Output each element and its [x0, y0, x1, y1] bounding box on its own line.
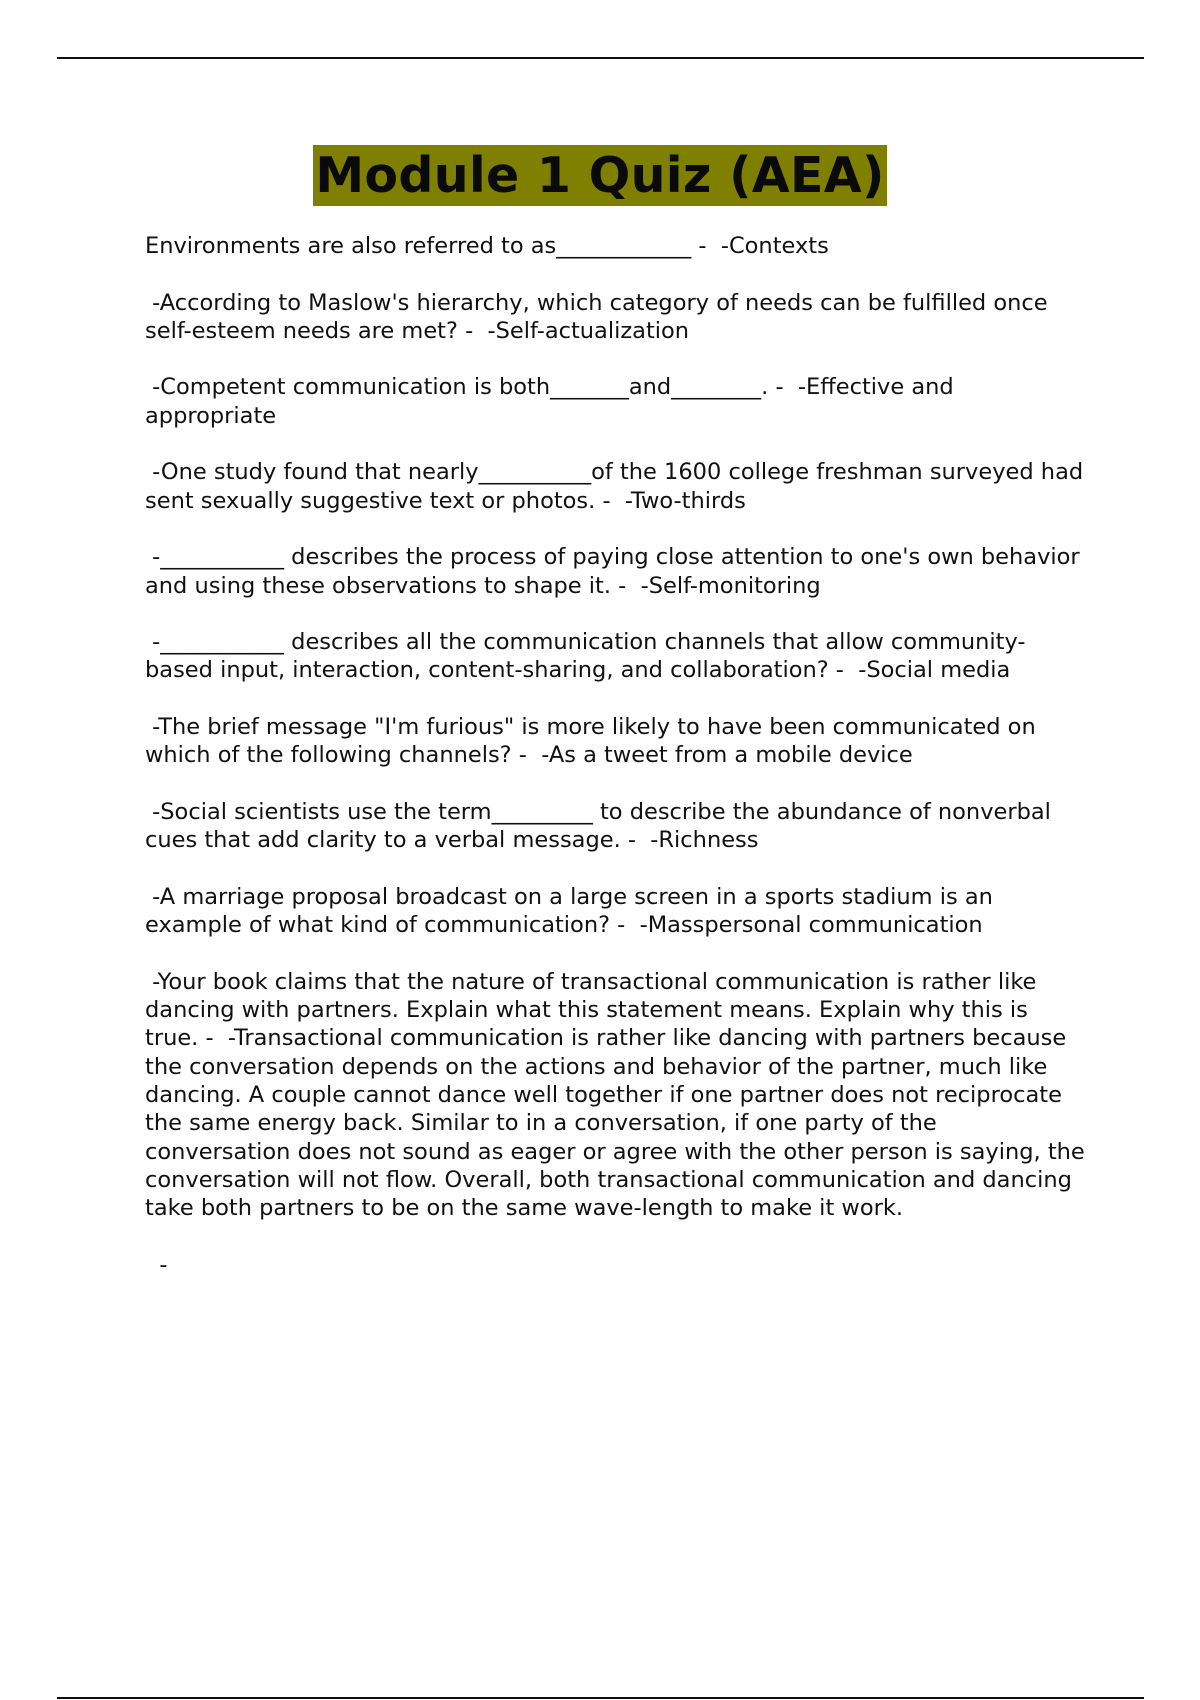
quiz-item: -One study found that nearly__________of the 1600 college freshman surveyed had sent sexually suggestive text or photos. - -Two-thirds: [145, 459, 1091, 514]
quiz-item: -___________ describes the process of paying close attention to one's own behavior and using these observations to shape it. - -Self-monitoring: [145, 544, 1087, 599]
quiz-item: -___________ describes all the communication channels that allow community-based input, interaction, content-sharing, and collaboration? - -Social media: [145, 629, 1026, 684]
quiz-content: [145, 232, 1092, 1307]
quiz-item: -Your book claims that the nature of transactional communication is rather like dancing with partners. Explain what this statement means. Explain why this is true. - -Transactional communication is rather like dancing with partners because the conversation depends on the actions and behavior of the partner, much like dancing. A couple cannot dance well together if one partner does not reciprocate the same energy back. Similar to in a conversation, if one party of the conversation does not sound as eager or agree with the other person is saying, the conversation will not flow. Overall, both transactional communication and dancing take both partners to be on the same wave-length to make it work.: [145, 968, 1092, 1222]
page-title: Module 1 Quiz (AEA): [315, 147, 885, 204]
quiz-item: -Social scientists use the term_________ to describe the abundance of nonverbal cues that add clarity to a verbal message. - -Richness: [145, 798, 1059, 854]
quiz-item: -The brief message "I'm furious" is more likely to have been communicated on which of the following channels? - -As a tweet from a mobile device: [145, 714, 1043, 769]
quiz-item: Environments are also referred to as____________ - -Contexts: [145, 233, 829, 259]
bottom-rule: [57, 1697, 1144, 1699]
quiz-item: -According to Maslow's hierarchy, which category of needs can be fulfilled once self-esteem needs are met? - -Self-actualization: [145, 289, 1055, 344]
quiz-item: -: [145, 1251, 168, 1278]
quiz-item: -A marriage proposal broadcast on a large screen in a sports stadium is an example of what kind of communication? - -Masspersonal communication: [145, 883, 1001, 939]
top-rule: [57, 57, 1144, 59]
quiz-item: -Competent communication is both_______and________. - -Effective and appropriate: [145, 374, 961, 429]
title-container: [0, 145, 1200, 206]
